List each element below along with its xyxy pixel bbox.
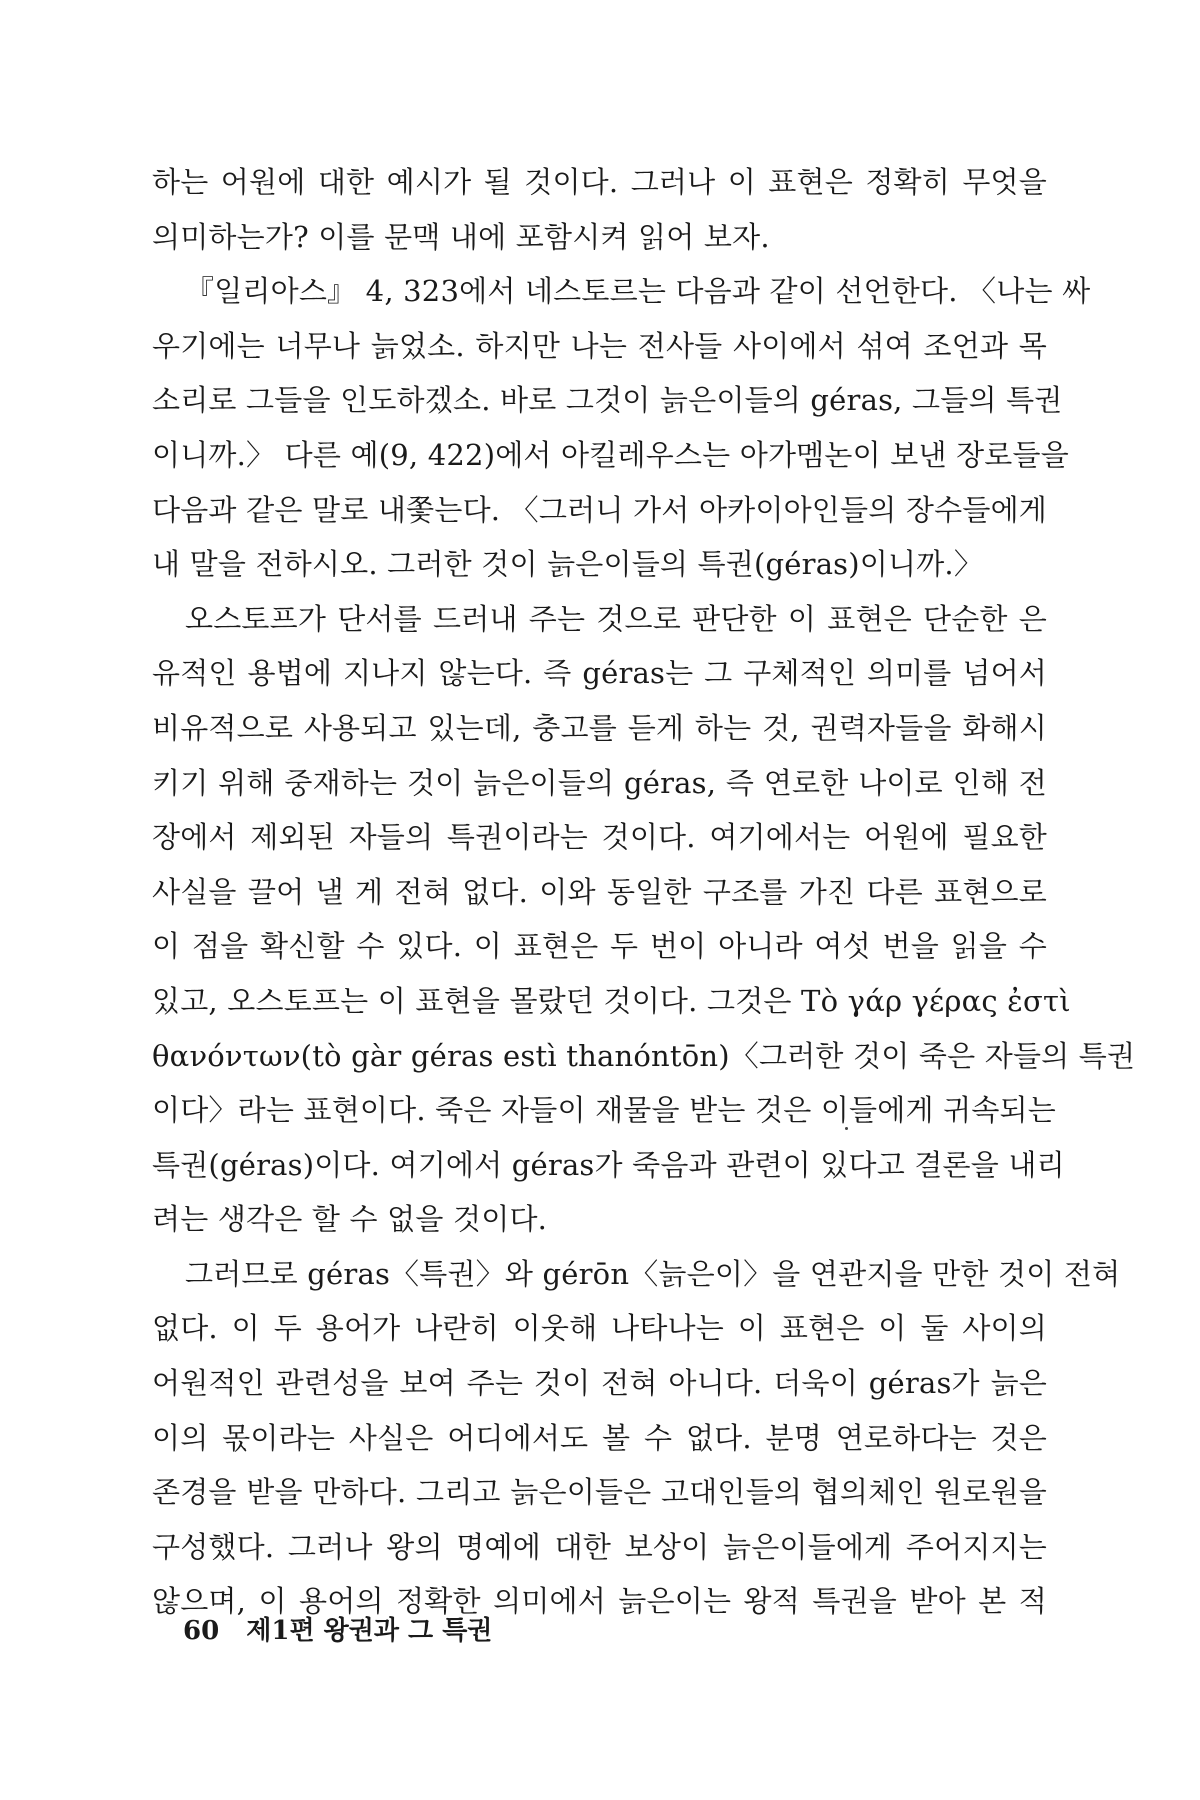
- text-line-18: 이다〉라는 표현이다. 죽은 자들이 재물을 받는 것은 이들에게 귀속되는: [152, 1093, 1056, 1128]
- text-line-16: 있고, 오스토프는 이 표현을 몰랐던 것이다. 그것은 Τὸ γάρ γέρας ἐστὶ: [152, 983, 1071, 1018]
- page-number: 60: [183, 1616, 220, 1646]
- text-line-6: 이니까.〉 다른 예(9, 422)에서 아킬레우스는 아가멤논이 보낸 장로들을: [152, 437, 1069, 472]
- text-line-25: 존경을 받을 만하다. 그리고 늙은이들은 고대인들의 협의체인 원로원을: [152, 1475, 1047, 1510]
- text-line-5: 소리로 그들을 인도하겠소. 바로 그것이 늙은이들의 géras, 그들의 특권: [152, 383, 1063, 418]
- text-line-27: 않으며, 이 용어의 정확한 의미에서 늙은이는 왕적 특권을 받아 본 적: [152, 1584, 1047, 1619]
- text-line-11: 비유적으로 사용되고 있는데, 충고를 듣게 하는 것, 권력자들을 화해시: [152, 710, 1047, 745]
- text-line-17: θανόντων(tò gàr géras estì thanóntōn)〈그러한 것이 죽은 자들의 특권: [152, 1038, 1136, 1073]
- text-line-21: 그러므로 géras〈특권〉와 gérōn〈늙은이〉을 연관지을 만한 것이 전혀: [185, 1256, 1121, 1291]
- text-line-12: 키기 위해 중재하는 것이 늙은이들의 géras, 즉 연로한 나이로 인해 전: [152, 765, 1047, 800]
- body-text: [152, 155, 1136, 1629]
- text-line-19: 특권(géras)이다. 여기에서 géras가 죽음과 관련이 있다고 결론을 내리: [152, 1147, 1065, 1182]
- text-line-10: 유적인 용법에 지나지 않는다. 즉 géras는 그 구체적인 의미를 넘어서: [152, 656, 1047, 691]
- text-line-26: 구성했다. 그러나 왕의 명예에 대한 보상이 늙은이들에게 주어지지는: [152, 1529, 1047, 1564]
- text-line-7: 다음과 같은 말로 내쫓는다. 〈그러니 가서 아카이아인들의 장수들에게: [152, 492, 1047, 527]
- text-line-23: 어원적인 관련성을 보여 주는 것이 전혀 아니다. 더욱이 géras가 늙은: [152, 1366, 1047, 1401]
- print-speck: [845, 1127, 848, 1130]
- text-line-20: 려는 생각은 할 수 없을 것이다.: [152, 1202, 548, 1237]
- text-line-15: 이 점을 확신할 수 있다. 이 표현은 두 번이 아니라 여섯 번을 읽을 수: [152, 929, 1047, 964]
- running-title: 제1편 왕권과 그 특권: [246, 1616, 493, 1646]
- text-line-24: 이의 몫이라는 사실은 어디에서도 볼 수 없다. 분명 연로하다는 것은: [152, 1420, 1047, 1455]
- text-line-1: 하는 어원에 대한 예시가 될 것이다. 그러나 이 표현은 정확히 무엇을: [152, 165, 1047, 199]
- text-line-22: 없다. 이 두 용어가 나란히 이웃해 나타나는 이 표현은 이 둘 사이의: [152, 1311, 1047, 1346]
- text-line-2: 의미하는가? 이를 문맥 내에 포함시켜 읽어 보자.: [152, 219, 770, 254]
- text-line-9: 오스토프가 단서를 드러내 주는 것으로 판단한 이 표현은 단순한 은: [185, 601, 1047, 636]
- text-line-13: 장에서 제외된 자들의 특권이라는 것이다. 여기에서는 어원에 필요한: [152, 820, 1047, 855]
- text-line-3: 『일리아스』 4, 323에서 네스토르는 다음과 같이 선언한다. 〈나는 싸: [185, 274, 1091, 309]
- text-line-4: 우기에는 너무나 늙었소. 하지만 나는 전사들 사이에서 섞여 조언과 목: [152, 328, 1047, 363]
- text-line-14: 사실을 끌어 낼 게 전혀 없다. 이와 동일한 구조를 가진 다른 표현으로: [152, 874, 1047, 909]
- page-footer: [183, 1610, 492, 1647]
- text-line-8: 내 말을 전하시오. 그러한 것이 늙은이들의 특권(géras)이니까.〉: [152, 547, 984, 582]
